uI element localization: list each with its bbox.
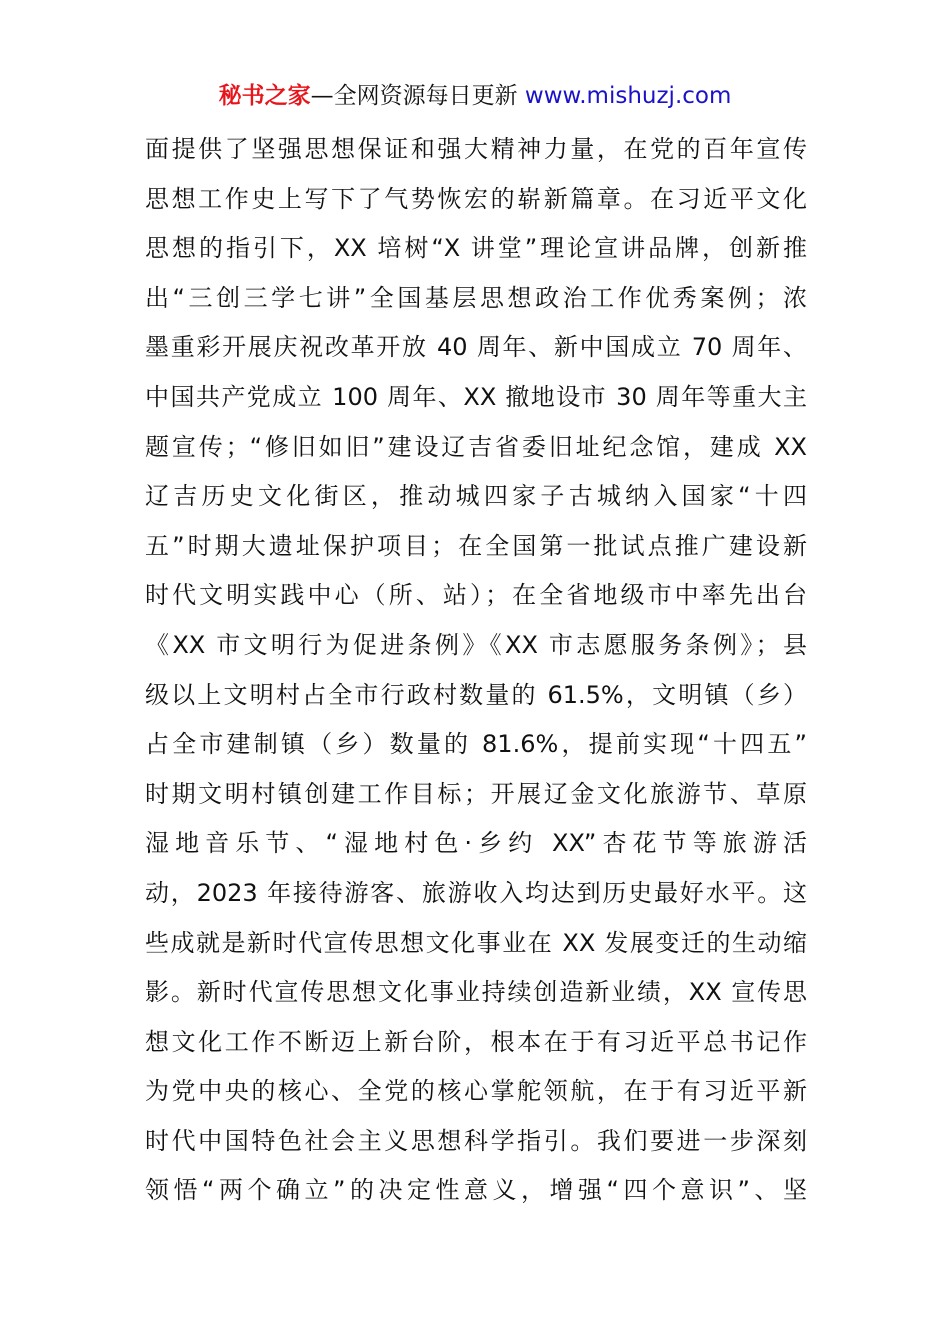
body-line: 思想工作史上写下了气势恢宏的崭新篇章。在习近平文化 <box>145 184 807 213</box>
body-line: 辽吉历史文化街区，推动城四家子古城纳入国家“十四 <box>145 482 807 511</box>
site-header <box>0 80 950 112</box>
body-line: 出“三创三学七讲”全国基层思想政治工作优秀案例；浓 <box>145 283 807 312</box>
body-line: 时期文明村镇创建工作目标；开展辽金文化旅游节、草原 <box>145 779 807 808</box>
body-line: 《XX 市文明行为促进条例》《XX 市志愿服务条例》；县 <box>145 630 807 659</box>
body-line: 影。新时代宣传思想文化事业持续创造新业绩，XX 宣传思 <box>145 978 807 1007</box>
body-line: 占全市建制镇（乡）数量的 81.6%，提前实现“十四五” <box>145 730 807 759</box>
site-brand: 秘书之家 <box>218 83 311 109</box>
body-line: 思想的指引下，XX 培树“X 讲堂”理论宣讲品牌，创新推 <box>145 234 807 263</box>
site-url-link[interactable]: www.mishuzj.com <box>524 83 732 109</box>
body-line: 中国共产党成立 100 周年、XX 撤地设市 30 周年等重大主 <box>145 382 807 411</box>
body-line: 想文化工作不断迈上新台阶，根本在于有习近平总书记作 <box>145 1027 807 1056</box>
body-line: 动，2023 年接待游客、旅游收入均达到历史最好水平。这 <box>145 878 807 907</box>
site-tagline: —全网资源每日更新 <box>310 83 525 109</box>
body-line: 面提供了坚强思想保证和强大精神力量，在党的百年宣传 <box>145 135 807 163</box>
body-line: 领悟“两个确立”的决定性意义，增强“四个意识”、坚 <box>145 1176 807 1205</box>
body-line: 墨重彩开展庆祝改革开放 40 周年、新中国成立 70 周年、 <box>145 333 807 362</box>
body-line: 湿地音乐节、“湿地村色·乡约 XX”杏花节等旅游活 <box>145 829 807 858</box>
body-line: 级以上文明村占全市行政村数量的 61.5%，文明镇（乡） <box>145 680 807 709</box>
body-line: 为党中央的核心、全党的核心掌舵领航，在于有习近平新 <box>145 1077 807 1106</box>
body-line: 时代文明实践中心（所、站）；在全省地级市中率先出台 <box>145 581 807 610</box>
body-line: 题宣传；“修旧如旧”建设辽吉省委旧址纪念馆，建成 XX <box>145 432 807 461</box>
body-line: 时代中国特色社会主义思想科学指引。我们要进一步深刻 <box>145 1126 807 1155</box>
document-body <box>145 125 807 1216</box>
body-line: 五”时期大遗址保护项目；在全国第一批试点推广建设新 <box>145 531 807 560</box>
body-line: 些成就是新时代宣传思想文化事业在 XX 发展变迁的生动缩 <box>145 928 807 957</box>
